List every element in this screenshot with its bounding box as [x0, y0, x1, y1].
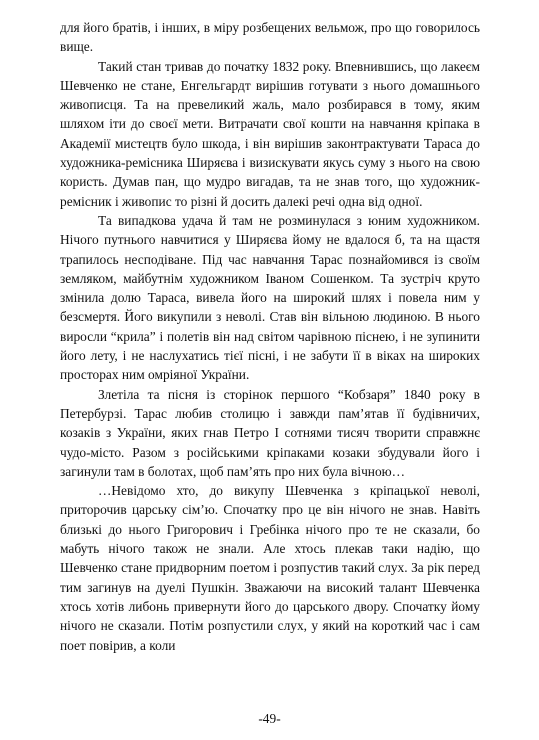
- paragraph-4: Злетіла та пісня із сторінок першого “Кобзаря” 1840 року в Петербурзі. Тарас любив столицю і завжди пам’ятав її будівничих, козаків з України, яких гнав Петро І сотнями тисяч творити справжнє чудо-місто. Разом з російськими кріпаками козаки збудували його і загинули там в болотах, щоб пам’ять про них була вічною…: [60, 386, 480, 479]
- page-number: -49-: [258, 711, 281, 726]
- paragraph-2: Такий стан тривав до початку 1832 року. Впевнившись, що лакеєм Шевченко не стане, Енгельгардт вирішив готувати з нього домашнього живописця. Та на превеликий жаль, мало розбирався в тому, яким шляхом іти до своєї мети. Витрачати свої кошти на навчання кріпака в Академії мистецтв було шкода, і він вирішив законтрактувати Тараса до художника-ремісника Ширяєва і визискувати якусь суму з нього на свою користь. Думав пан, що мудро вигадав, та не знав того, що художник-ремісник і живопис то різні й досить далекі речі одна від одної.: [60, 58, 480, 209]
- page-body: [60, 18, 480, 655]
- paragraph-3: Та випадкова удача й там не розминулася з юним художником. Нічого путнього навчитися у Ширяєва йому не вдалося б, та на щастя трапилось несподіване. Під час навчання Тарас познайомився із своїм земляком, майбутнім художником Іваном Сошенком. Та зустріч круто змінила долю Тараса, вивела його на широкий шлях і повела ним у безсмертя. Його викупили з неволі. Став він вільною людиною. В нього виросли “крила” і полетів він над світом чарівною піснею, і не зупинити його лету, і не наслухатись тієї пісні, і не забути її в віках на широких просторах ним омріяної України.: [60, 212, 480, 383]
- paragraph-1: для його братів, і інших, в міру розбещених вельмож, про що говорилось вище.: [60, 20, 480, 55]
- paragraph-5: …Невідомо хто, до викупу Шевченка з кріпацької неволі, приторочив царську сім’ю. Спочатку про це він нічого не знав. Навіть близькі до нього Григорович і Гребінка нічого про те не сказали, бо мабуть нічого також не знали. Але хтось плекав таки надію, що Шевченко стане придворним поетом і розпустив такий слух. За рік перед тим загинув на дуелі Пушкін. Зважаючи на високий талант Шевченка хтось хотів либонь привернути його до царського двору. Спочатку йому нічого не сказали. Потім розпустили слух, у який на короткий час і сам поет повірив, а коли: [60, 483, 480, 653]
